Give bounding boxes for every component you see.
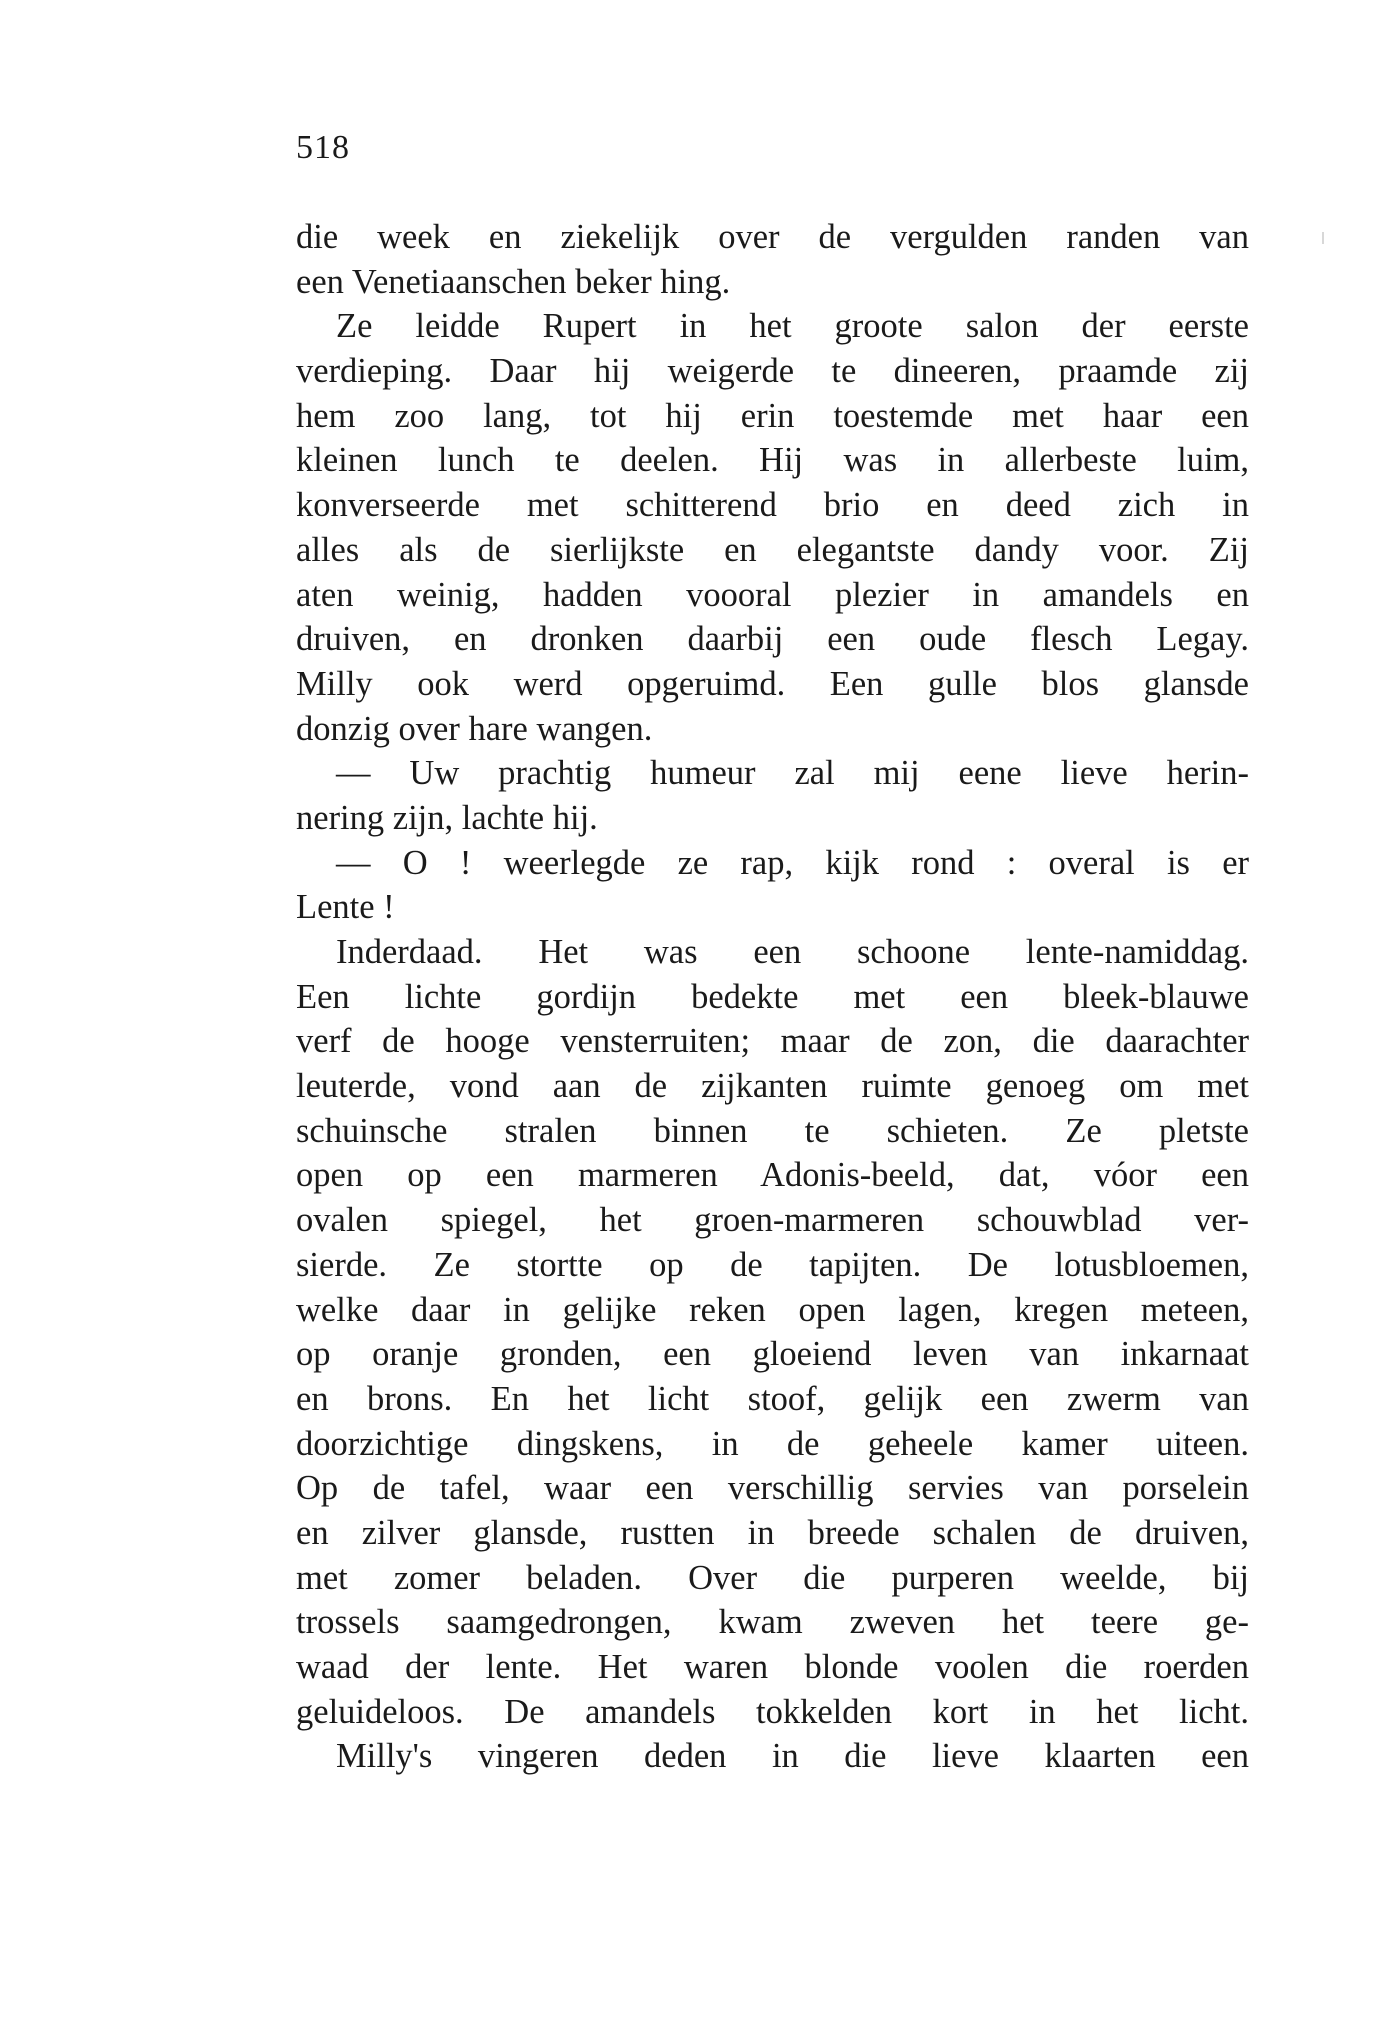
text-line: — O ! weerlegde ze rap, kijk rond : overal is er [336,843,1249,882]
text-line: doorzichtige dingskens, in de geheele kamer uiteen. [296,1424,1249,1463]
text-line: verf de hooge vensterruiten; maar de zon, die daarachter [296,1022,1249,1061]
text-line: met zomer beladen. Over die purperen weelde, bij [296,1558,1249,1597]
text-line: leuterde, vond aan de zijkanten ruimte genoeg om met [296,1067,1249,1106]
text-line: ovalen spiegel, het groen-marmeren schouwblad ver- [296,1201,1249,1240]
text-line: die week en ziekelijk over de vergulden randen van [296,218,1249,256]
text-line: konverseerde met schitterend brio en deed zich in [296,486,1249,525]
text-line: geluideloos. De amandels tokkelden kort in het licht. [296,1692,1249,1731]
text-line: Milly's vingeren deden in die lieve klaarten een [336,1737,1249,1776]
text-line: en zilver glansde, rustten in breede schalen de druiven, [296,1513,1249,1552]
text-line: kleinen lunch te deelen. Hij was in allerbeste luim, [296,441,1249,480]
text-line: op oranje gronden, een gloeiend leven van inkarnaat [296,1335,1249,1374]
scan-mark [1322,232,1324,244]
text-line: hem zoo lang, tot hij erin toestemde met haar een [296,396,1249,435]
text-line: open op een marmeren Adonis-beeld, dat, vóor een [296,1156,1249,1195]
text-line: welke daar in gelijke reken open lagen, kregen meteen, [296,1290,1249,1329]
text-line: waad der lente. Het waren blonde voolen die roerden [296,1648,1249,1686]
text-line: een Venetiaanschen beker hing. [296,262,731,301]
text-line: nering zijn, lachte hij. [296,798,598,837]
page-number: 518 [296,129,350,166]
text-line: Milly ook werd opgeruimd. Een gulle blos glansde [296,664,1249,703]
text-line: donzig over hare wangen. [296,709,653,748]
text-line: druiven, en dronken daarbij een oude flesch Legay. [296,620,1249,659]
body-text [296,215,1249,1779]
text-line: verdieping. Daar hij weigerde te dineeren, praamde zij [296,352,1249,391]
text-line: Ze leidde Rupert in het groote salon der eerste [336,307,1249,346]
text-line: schuinsche stralen binnen te schieten. Ze pletste [296,1111,1249,1150]
text-line: trossels saamgedrongen, kwam zweven het teere ge- [296,1603,1249,1642]
text-line: Een lichte gordijn bedekte met een bleek-blauwe [296,977,1249,1016]
text-line: Lente ! [296,888,395,927]
text-line: en brons. En het licht stoof, gelijk een zwerm van [296,1379,1249,1418]
text-line: Inderdaad. Het was een schoone lente-namiddag. [336,933,1249,971]
text-line: — Uw prachtig humeur zal mij eene lieve herin- [336,754,1249,793]
text-line: alles als de sierlijkste en elegantste dandy voor. Zij [296,530,1249,569]
text-line: sierde. Ze stortte op de tapijten. De lotusbloemen, [296,1245,1249,1284]
text-line: Op de tafel, waar een verschillig servies van porselein [296,1469,1249,1508]
text-line: aten weinig, hadden voooral plezier in amandels en [296,575,1249,614]
